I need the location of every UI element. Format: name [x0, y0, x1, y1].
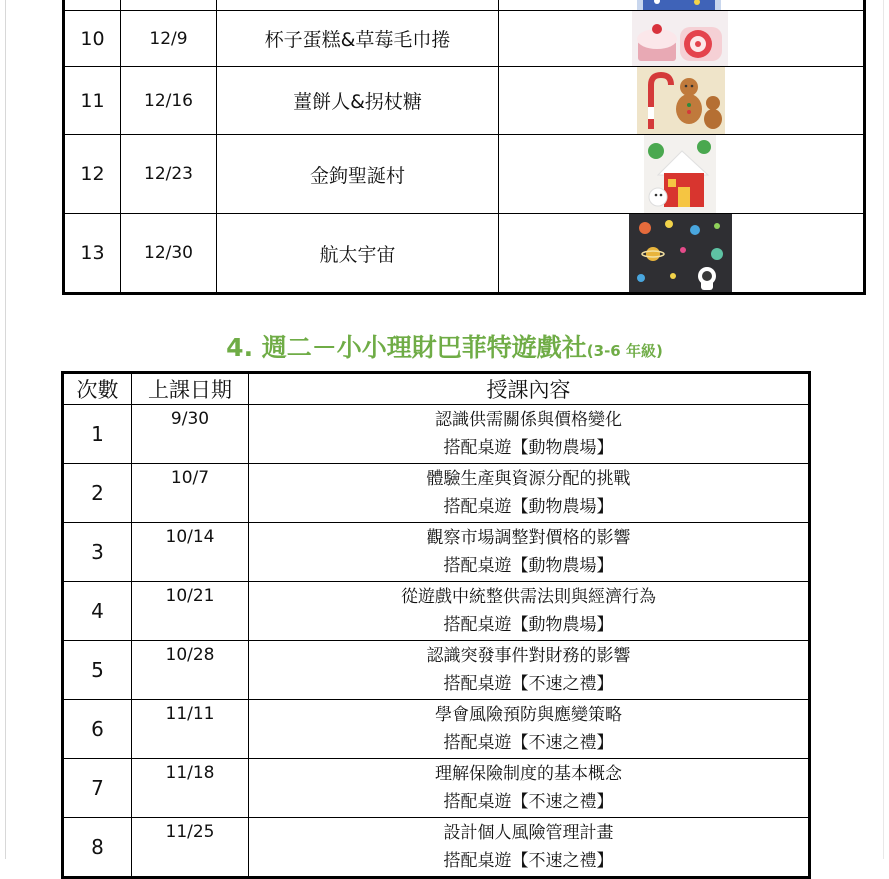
section-title: 4. 週二－小小理財巴菲特遊戲社 — [226, 333, 587, 362]
row-topic — [217, 0, 499, 11]
content-line-2: 搭配桌遊【動物農場】 — [443, 497, 614, 517]
christmas-tree-craft-image — [637, 0, 721, 10]
content-line-2: 搭配桌遊【動物農場】 — [443, 615, 614, 635]
table-row — [63, 759, 810, 818]
section-heading — [0, 328, 889, 364]
table-row — [64, 0, 865, 11]
column-header-num: 次數 — [63, 373, 132, 405]
row-image-cell — [499, 67, 865, 135]
row-date: 12/9 — [121, 11, 217, 67]
table-row — [63, 818, 810, 878]
row-topic: 薑餅人&拐杖糖 — [217, 67, 499, 135]
schedule-table — [61, 371, 811, 879]
row-image-cell — [499, 11, 865, 67]
table-row — [63, 405, 810, 464]
grade-note: (3-6 年級) — [586, 342, 663, 360]
column-header-content: 授課內容 — [249, 373, 810, 405]
table-row — [63, 582, 810, 641]
row-content — [249, 759, 810, 818]
row-image-cell — [499, 135, 865, 214]
gingerbread-candycane-image — [637, 67, 725, 134]
content-line-1: 認識供需關係與價格變化 — [435, 410, 622, 430]
content-line-1: 體驗生產與資源分配的挑戰 — [426, 469, 631, 489]
row-number — [64, 0, 121, 11]
row-number: 8 — [63, 818, 132, 878]
table-row — [64, 214, 865, 294]
previous-schedule-table — [62, 0, 866, 295]
page-left-edge — [5, 0, 6, 859]
table-row — [64, 67, 865, 135]
row-date: 10/14 — [132, 523, 249, 582]
row-number: 10 — [64, 11, 121, 67]
row-content — [249, 464, 810, 523]
row-number: 7 — [63, 759, 132, 818]
row-date: 10/7 — [132, 464, 249, 523]
row-date: 12/23 — [121, 135, 217, 214]
row-number: 11 — [64, 67, 121, 135]
content-line-2: 搭配桌遊【不速之禮】 — [443, 674, 614, 694]
table-row — [63, 700, 810, 759]
content-line-1: 理解保險制度的基本概念 — [435, 764, 622, 784]
row-content — [249, 700, 810, 759]
row-date: 11/25 — [132, 818, 249, 878]
row-number: 5 — [63, 641, 132, 700]
row-number: 6 — [63, 700, 132, 759]
row-date: 12/30 — [121, 214, 217, 294]
row-number: 1 — [63, 405, 132, 464]
row-topic: 航太宇宙 — [217, 214, 499, 294]
content-line-2: 搭配桌遊【不速之禮】 — [443, 851, 614, 871]
row-topic: 杯子蛋糕&草莓毛巾捲 — [217, 11, 499, 67]
table-row — [64, 135, 865, 214]
table-row — [64, 11, 865, 67]
content-line-2: 搭配桌遊【不速之禮】 — [443, 792, 614, 812]
row-date: 11/18 — [132, 759, 249, 818]
content-line-2: 搭配桌遊【動物農場】 — [443, 438, 614, 458]
content-line-1: 學會風險預防與應變策略 — [435, 705, 622, 725]
space-universe-image — [629, 214, 732, 292]
row-date: 11/11 — [132, 700, 249, 759]
table-row — [63, 641, 810, 700]
table-header-row — [63, 373, 810, 405]
row-content — [249, 582, 810, 641]
row-number: 12 — [64, 135, 121, 214]
row-number: 3 — [63, 523, 132, 582]
content-line-2: 搭配桌遊【動物農場】 — [443, 556, 614, 576]
page-right-edge — [883, 0, 884, 859]
row-content — [249, 818, 810, 878]
row-number: 13 — [64, 214, 121, 294]
row-content — [249, 641, 810, 700]
row-image-cell — [499, 214, 865, 294]
content-line-1: 從遊戲中統整供需法則與經濟行為 — [401, 587, 656, 607]
content-line-1: 認識突發事件對財務的影響 — [426, 646, 631, 666]
row-date: 10/28 — [132, 641, 249, 700]
row-number: 2 — [63, 464, 132, 523]
row-date: 10/21 — [132, 582, 249, 641]
content-line-2: 搭配桌遊【不速之禮】 — [443, 733, 614, 753]
row-content — [249, 405, 810, 464]
row-number: 4 — [63, 582, 132, 641]
row-date — [121, 0, 217, 11]
content-line-1: 設計個人風險管理計畫 — [443, 823, 614, 843]
christmas-village-image — [644, 135, 716, 213]
row-date: 9/30 — [132, 405, 249, 464]
row-topic: 金鉤聖誕村 — [217, 135, 499, 214]
row-image-cell — [499, 0, 865, 11]
cupcake-roll-cake-image — [632, 11, 728, 66]
column-header-date: 上課日期 — [132, 373, 249, 405]
content-line-1: 觀察市場調整對價格的影響 — [426, 528, 631, 548]
table-row — [63, 523, 810, 582]
table-row — [63, 464, 810, 523]
row-date: 12/16 — [121, 67, 217, 135]
row-content — [249, 523, 810, 582]
